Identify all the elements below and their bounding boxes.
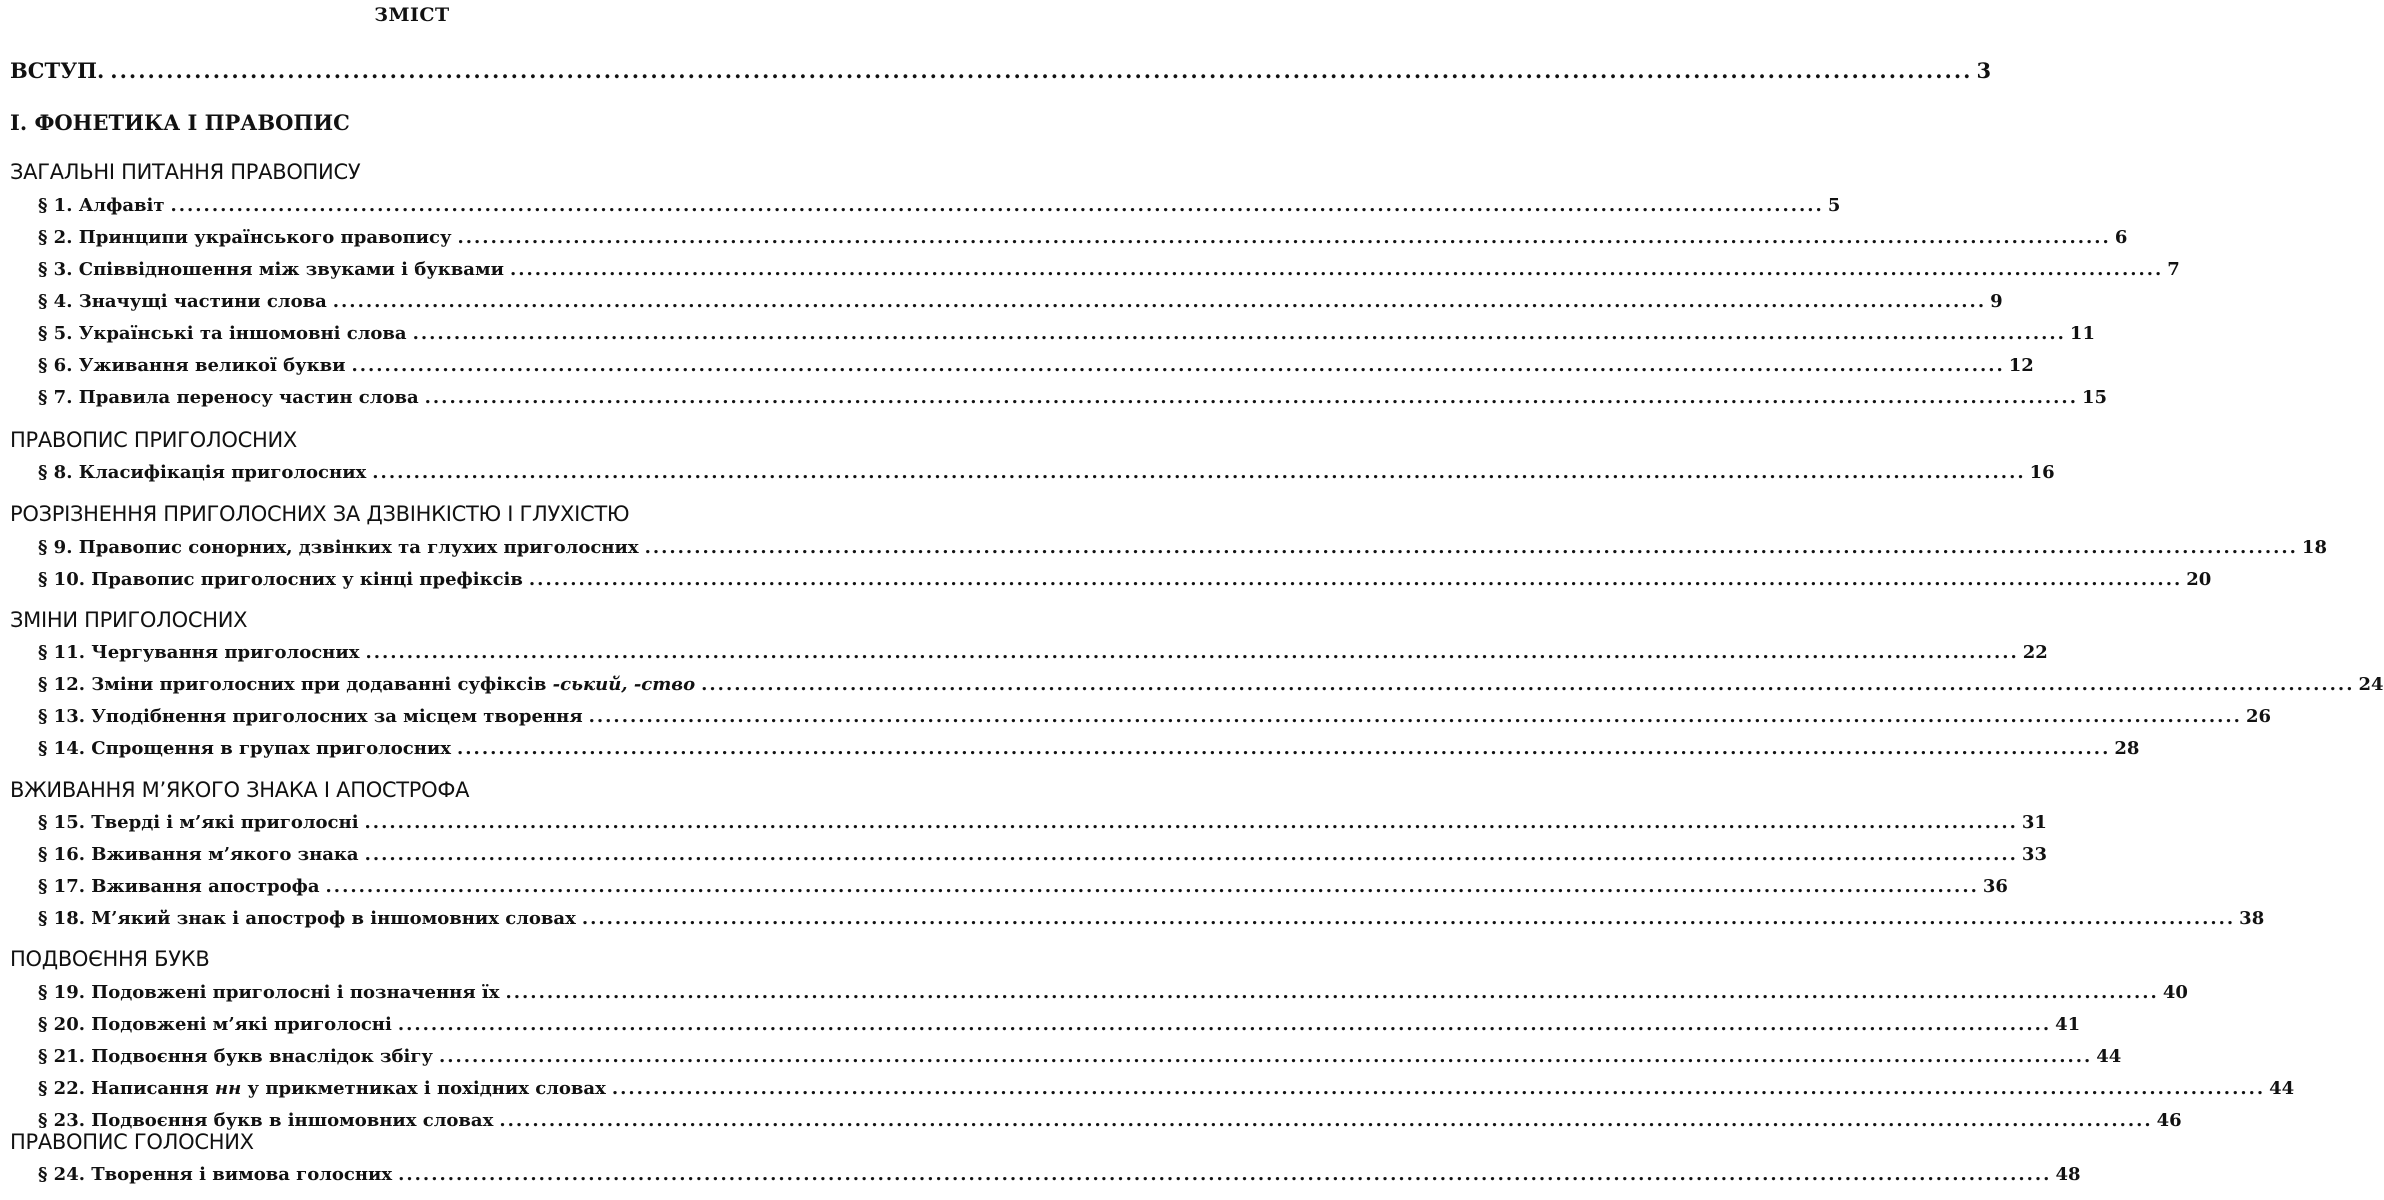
toc-entry-label: § 18. М’який знак і апостроф в іншомовних словах xyxy=(38,908,576,929)
toc-page-number: 3 xyxy=(1976,58,1992,83)
toc-entry[interactable] xyxy=(38,1164,2081,1185)
toc-entry-label: ВСТУП. xyxy=(10,58,105,83)
toc-entry[interactable] xyxy=(38,642,2048,663)
toc-entry[interactable] xyxy=(38,982,2188,1003)
toc-entry-label: § 14. Спрощення в групах приголосних xyxy=(38,738,452,759)
toc-page-number: 44 xyxy=(2269,1078,2295,1099)
toc-entry[interactable] xyxy=(38,706,2272,727)
dot-leader: ........................................................................................................................................................................................................ xyxy=(364,844,2018,865)
toc-entry-label: § 19. Подовжені приголосні і позначення їх xyxy=(38,982,500,1003)
toc-entry[interactable] xyxy=(38,259,2180,280)
dot-leader: ........................................................................................................................................................................................................ xyxy=(588,706,2242,727)
toc-entry-label-italic: -ський, -ство xyxy=(552,674,696,695)
toc-entry[interactable] xyxy=(38,569,2212,590)
toc-entry[interactable] xyxy=(38,323,2095,344)
toc-entry[interactable] xyxy=(38,1046,2122,1067)
section-heading: ПОДВОЄННЯ БУКВ xyxy=(10,947,210,971)
toc-entry-label: § 1. Алфавіт xyxy=(38,195,165,216)
toc-page-number: 31 xyxy=(2021,812,2047,833)
page-title: ЗМІСТ xyxy=(374,4,450,26)
toc-entry-label: § 11. Чергування приголосних xyxy=(38,642,360,663)
toc-entry-label: § 10. Правопис приголосних у кінці префіксів xyxy=(38,569,523,590)
dot-leader: ........................................................................................................................................................................................................ xyxy=(351,355,2005,376)
toc-entry-label xyxy=(38,1078,606,1099)
dot-leader: ........................................................................................................................................................................................................ xyxy=(457,227,2111,248)
toc-page-number: 9 xyxy=(1990,291,2003,312)
toc-entry-label: § 4. Значущі частини слова xyxy=(38,291,327,312)
part-title: І. ФОНЕТИКА І ПРАВОПИС xyxy=(10,110,350,135)
toc-entry-label: § 5. Українські та іншомовні слова xyxy=(38,323,407,344)
dot-leader: ........................................................................................................................................................................................................ xyxy=(398,1164,2052,1185)
toc-entry-label: § 3. Співвідношення між звуками і буквами xyxy=(38,259,504,280)
dot-leader: ........................................................................................................................................................................................................ xyxy=(424,387,2078,408)
dot-leader: ........................................................................................................................................................................................................ xyxy=(528,569,2183,590)
toc-page-number: 48 xyxy=(2055,1164,2081,1185)
dot-leader: ........................................................................................................................................................................................................ xyxy=(457,738,2111,759)
toc-page-number: 26 xyxy=(2245,706,2272,727)
dot-leader: ........................................................................................................................................................................................................ xyxy=(581,908,2236,929)
dot-leader: ........................................................................................................................................................................................................ xyxy=(438,1046,2093,1067)
section-heading: ВЖИВАННЯ М’ЯКОГО ЗНАКА І АПОСТРОФА xyxy=(10,778,470,802)
dot-leader: ........................................................................................................................................................................................................ xyxy=(372,462,2026,483)
toc-entry-label-italic: нн xyxy=(215,1078,242,1099)
toc-entry[interactable] xyxy=(38,674,2384,695)
section-heading: РОЗРІЗНЕННЯ ПРИГОЛОСНИХ ЗА ДЗВІНКІСТЮ І ГЛУХІСТЮ xyxy=(10,502,630,526)
toc-page-number: 15 xyxy=(2081,387,2108,408)
toc-page-number: 11 xyxy=(2069,323,2095,344)
toc-page-number: 16 xyxy=(2029,462,2055,483)
dot-leader: ........................................................................................................................................................................................................ xyxy=(611,1078,2266,1099)
toc-page-number: 24 xyxy=(2358,674,2384,695)
toc-entry-label: § 9. Правопис сонорних, дзвінких та глухих приголосних xyxy=(38,537,639,558)
toc-entry-label-after: у прикметниках і похідних словах xyxy=(247,1078,606,1099)
dot-leader: ........................................................................................................................................................................................................ xyxy=(110,58,1973,83)
toc-entry[interactable] xyxy=(38,738,2140,759)
toc-entry[interactable] xyxy=(38,1014,2081,1035)
section-heading: ЗАГАЛЬНІ ПИТАННЯ ПРАВОПИСУ xyxy=(10,160,361,184)
toc-entry[interactable] xyxy=(38,537,2327,558)
toc-entry[interactable] xyxy=(38,227,2128,248)
toc-entry[interactable] xyxy=(38,844,2047,865)
toc-page-number: 20 xyxy=(2186,569,2212,590)
toc-page-number: 22 xyxy=(2022,642,2048,663)
toc-entry-label xyxy=(38,674,695,695)
toc-entry-label: § 6. Уживання великої букви xyxy=(38,355,346,376)
dot-leader: ........................................................................................................................................................................................................ xyxy=(412,323,2066,344)
toc-page-number: 18 xyxy=(2301,537,2327,558)
toc-entry[interactable] xyxy=(38,462,2055,483)
toc-entry-label: § 13. Уподібнення приголосних за місцем творення xyxy=(38,706,583,727)
toc-part-heading xyxy=(10,110,812,135)
dot-leader: ........................................................................................................................................................................................................ xyxy=(365,642,2019,663)
toc-entry-label: § 21. Подвоєння букв внаслідок збігу xyxy=(38,1046,433,1067)
dot-leader: ........................................................................................................................................................................................................ xyxy=(364,812,2018,833)
toc-entry[interactable] xyxy=(38,355,2034,376)
toc-entry[interactable] xyxy=(38,291,2003,312)
toc-page-number: 38 xyxy=(2239,908,2265,929)
toc-entry[interactable] xyxy=(38,876,2008,897)
toc-page-number: 44 xyxy=(2096,1046,2122,1067)
toc-entry[interactable] xyxy=(38,195,1841,216)
dot-leader: ........................................................................................................................................................................................................ xyxy=(509,259,2164,280)
dot-leader: ........................................................................................................................................................................................................ xyxy=(499,1110,2153,1131)
toc-entry-label: § 20. Подовжені м’які приголосні xyxy=(38,1014,392,1035)
toc-entry[interactable] xyxy=(38,1078,2295,1099)
toc-entry-label: § 16. Вживання м’якого знака xyxy=(38,844,359,865)
toc-entry-label: § 8. Класифікація приголосних xyxy=(38,462,367,483)
toc-page-number: 7 xyxy=(2167,259,2180,280)
dot-leader: ........................................................................................................................................................................................................ xyxy=(505,982,2159,1003)
dot-leader: ........................................................................................................................................................................................................ xyxy=(644,537,2298,558)
toc-page-number: 41 xyxy=(2055,1014,2081,1035)
toc-entry-label: § 17. Вживання апострофа xyxy=(38,876,320,897)
dot-leader: ........................................................................................................................................................................................................ xyxy=(701,674,2355,695)
toc-entry[interactable] xyxy=(38,1110,2182,1131)
section-heading: ПРАВОПИС ПРИГОЛОСНИХ xyxy=(10,428,297,452)
toc-entry[interactable] xyxy=(38,387,2108,408)
section-heading: ЗМІНИ ПРИГОЛОСНИХ xyxy=(10,608,248,632)
toc-entry-intro[interactable] xyxy=(10,58,1992,83)
toc-page-number: 6 xyxy=(2114,227,2128,248)
toc-entry-label: § 2. Принципи українського правопису xyxy=(38,227,452,248)
toc-entry-label-main: § 12. Зміни приголосних при додаванні суфіксів xyxy=(38,674,547,695)
toc-entry-label: § 24. Творення і вимова голосних xyxy=(38,1164,393,1185)
dot-leader: ........................................................................................................................................................................................................ xyxy=(397,1014,2052,1035)
dot-leader: ........................................................................................................................................................................................................ xyxy=(332,291,1987,312)
toc-page-number: 36 xyxy=(1982,876,2008,897)
toc-entry[interactable] xyxy=(38,812,2047,833)
toc-page-number: 12 xyxy=(2008,355,2034,376)
dot-leader: ........................................................................................................................................................................................................ xyxy=(170,195,1824,216)
toc-entry-label: § 7. Правила переносу частин слова xyxy=(38,387,419,408)
toc-entry-label: § 23. Подвоєння букв в іншомовних словах xyxy=(38,1110,494,1131)
toc-entry-label: § 15. Тверді і м’які приголосні xyxy=(38,812,359,833)
toc-entry-label-main: § 22. Написання xyxy=(38,1078,209,1099)
toc-page-number: 5 xyxy=(1827,195,1841,216)
toc-page-number: 33 xyxy=(2021,844,2047,865)
toc-page-number: 28 xyxy=(2114,738,2140,759)
toc-page-number: 46 xyxy=(2156,1110,2182,1131)
toc-page-number: 40 xyxy=(2162,982,2188,1003)
dot-leader: ........................................................................................................................................................................................................ xyxy=(325,876,1979,897)
section-heading: ПРАВОПИС ГОЛОСНИХ xyxy=(10,1130,254,1154)
toc-entry[interactable] xyxy=(38,908,2265,929)
